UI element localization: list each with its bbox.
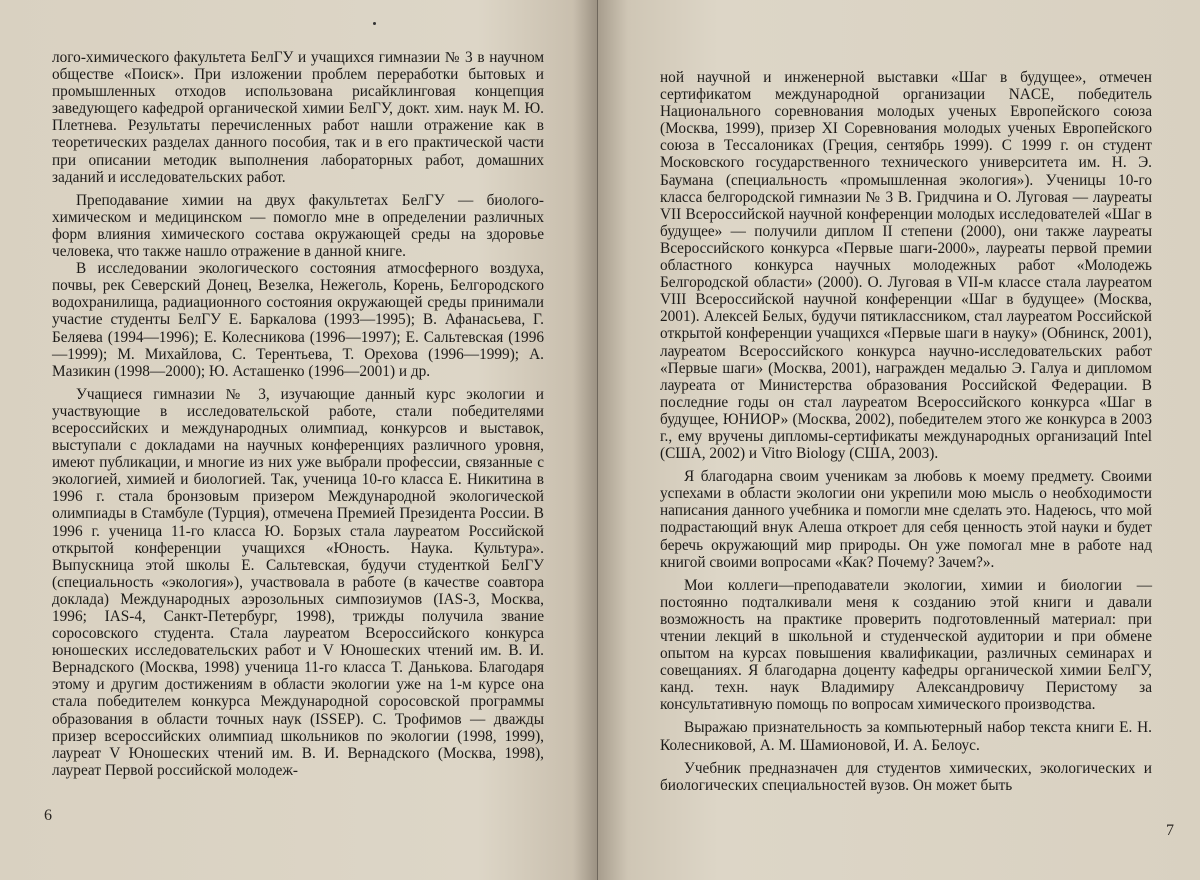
left-paragraph-1: лого-химического факультета БелГУ и учащихся гимназии № 3 в научном обществе «Поиск». При изложении проблем переработки бытовых и промышленных отходов использована рисайклинговая концепция заведующего кафедрой органической химии БелГУ, докт. хим. наук М. Ю. Плетнева. Результаты перечисленных работ нашли отражение как в теоретических разделах данного пособия, так и в его практической части при описании методик выполнения лабораторных работ, домашних заданий и исследовательских работ. bbox=[52, 49, 544, 186]
right-paragraph-2: Я благодарна своим ученикам за любовь к моему предмету. Своими успехами в области экологии они укрепили мою мысль о необходимости написания данного учебника и помогли мне сделать это. Надеюсь, что мой подрастающий внук Алеша откроет для себя ценность этой науки и будет беречь окружающий мир природы. Он уже помогал мне в работе над книгой своими вопросами «Как? Почему? Зачем?». bbox=[660, 468, 1152, 571]
left-paragraph-3: В исследовании экологического состояния атмосферного воздуха, почвы, рек Северский Донец, Везелка, Нежеголь, Корень, Белгородского водохранилища, радиационного состояния окружающей среды принимали участие студенты БелГУ Е. Баркалова (1993—1995); В. Афанасьева, Г. Беляева (1994—1996); Е. Колесникова (1996—1997); Е. Сальтевская (1996—1999); М. Михайлова, С. Терентьева, Т. Орехова (1996—1999); А. Мазикин (1998—2000); Ю. Асташенко (1996—2001) и др. bbox=[52, 260, 544, 380]
right-paragraph-1: ной научной и инженерной выставки «Шаг в будущее», отмечен сертификатом международной организации NACE, победитель Национального соревнования молодых ученых Европейского союза (Москва, 1999), призер XI Соревнования молодых ученых Европейского союза в Тессалониках (Греция, сентябрь 1999). С 1999 г. он студент Московского государственного технического университета им. Н. Э. Баумана (специальность «промышленная экология»). Ученицы 10-го класса белгородской гимназии № 3 В. Гридчина и О. Луговая — лауреаты VII Всероссийской научной конференции молодых исследователей «Шаг в будущее» — получили диплом II степени (2000), они также лауреаты Всероссийского конкурса «Первые шаги-2000», лауреаты первой премии областного конкурса научных молодежных работ «Молодежь Белгородской области» (2000). О. Луговая в VII-м классе стала лауреатом VIII Всероссийской научной конференции «Шаг в будущее» (Москва, 2001). Алексей Белых, будучи пятиклассником, стал лауреатом Российской открытой конференции учащихся «Первые шаги в науку» (Обнинск, 2001), лауреатом Всероссийского конкурса научно-исследовательских работ «Первые шаги» (Москва, 2001), награжден медалью Э. Галуа и дипломом лауреата от Министерства образования Российской Федерации. В последние годы он стал лауреатом Всероссийского конкурса «Шаг в будущее, ЮНИОР» (Москва, 2002), победителем этого же конкурса в 2003 г., ему вручены дипломы-сертификаты международных организаций Intel (США, 2002) и Vitro Biology (США, 2003). bbox=[660, 69, 1152, 463]
right-page bbox=[598, 0, 1200, 880]
left-page-number: 6 bbox=[44, 807, 52, 824]
left-page-text bbox=[52, 49, 544, 779]
left-paragraph-4: Учащиеся гимназии № 3, изучающие данный курс экологии и участвующие в исследовательской работе, стали победителями всероссийских и международных олимпиад, конкурсов и выставок, выступали с докладами на научных конференциях различного уровня, имеют публикации, и многие из них уже выбрали профессии, связанные с экологией, химией и биологией. Так, ученица 10-го класса Е. Никитина в 1996 г. стала бронзовым призером Международной экологической олимпиады в Стамбуле (Турция), отмечена Премией Президента России. В 1996 г. ученица 11-го класса Ю. Борзых стала лауреатом Российской открытой конференции учащихся «Юность. Наука. Культура». Выпускница этой школы Е. Сальтевская, будучи студенткой БелГУ (специальность «экология»), участвовала в работе (в качестве соавтора доклада) Международных аэрозольных симпозиумов (IAS-3, Москва, 1996; IAS-4, Санкт-Петербург, 1998), трижды получила звание соросовского студента. Стала лауреатом Всероссийского конкурса юношеских исследовательских работ и V Юношеских чтений им. В. И. Вернадского (Москва, 1998) ученица 11-го класса Т. Данькова. Благодаря этому и другим достижениям в области экологии уже на 1-м курсе она стала победителем конкурса Международной соросовской программы образования в области точных наук (ISSEP). С. Трофимов — дважды призер всероссийских олимпиад школьников по экологии (1998, 1999), лауреат V Юношеских чтений им. В. И. Вернадского (Москва, 1998), лауреат Первой российской молодеж- bbox=[52, 385, 544, 779]
right-paragraph-5: Учебник предназначен для студентов химических, экологических и биологических специальностей вузов. Он может быть bbox=[660, 759, 1152, 794]
print-speck bbox=[373, 22, 376, 25]
left-paragraph-2: Преподавание химии на двух факультетах БелГУ — биолого-химическом и медицинском — помогло мне в определении различных форм влияния химического состава окружающей среды на здоровье человека, что также нашло отражение в данной книге. bbox=[52, 191, 544, 261]
right-page-number: 7 bbox=[1166, 822, 1174, 839]
right-page-text bbox=[660, 69, 1152, 794]
right-paragraph-4: Выражаю признательность за компьютерный набор текста книги Е. Н. Колесниковой, А. М. Шамионовой, И. А. Белоус. bbox=[660, 719, 1152, 754]
left-page bbox=[0, 0, 598, 880]
right-paragraph-3: Мои коллеги—преподаватели экологии, химии и биологии — постоянно подталкивали меня к созданию этой книги и давали возможность на практике проверить подготовленный материал: при чтении лекций в школьной и студенческой аудитории и при обмене опытом на курсах повышения квалификации, различных семинарах и совещаниях. Я благодарна доценту кафедры органической химии БелГУ, канд. техн. наук Владимиру Александровичу Перистому за консультативную помощь по вопросам химического производства. bbox=[660, 576, 1152, 714]
